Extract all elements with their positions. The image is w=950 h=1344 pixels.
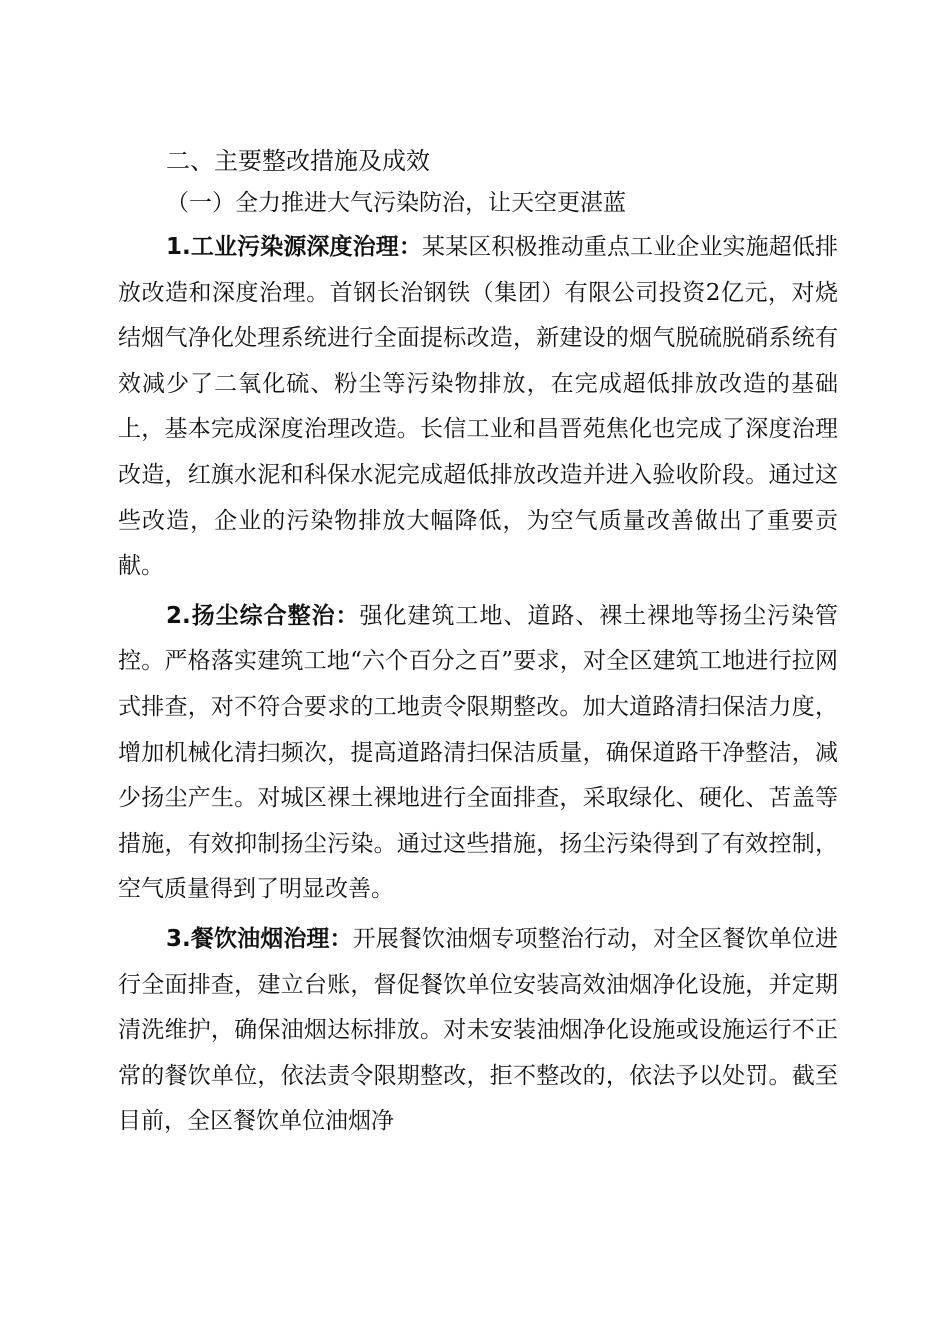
section-heading: 二、主要整改措施及成效 — [166, 147, 430, 175]
paragraph-industrial-pollution — [118, 225, 838, 590]
paragraph-text: 开展餐饮油烟专项整治行动，对全区餐饮单位进行全面排查，建立台账，督促餐饮单位安装高效油烟净化设施，并定期清洗维护，确保油烟达标排放。对未安装油烟净化设施或设施运行不正常的餐饮单位，依法责令限期整改，拒不整改的，依法予以处罚。截至目前，全区餐饮单位油烟净 — [118, 925, 838, 1135]
paragraph-lead: 2.扬尘综合整治： — [166, 602, 360, 629]
paragraph-text: 某某区积极推动重点工业企业实施超低排放改造和深度治理。首钢长治钢铁（集团）有限公司投资2亿元，对烧结烟气净化处理系统进行全面提标改造，新建设的烟气脱硫脱硝系统有效减少了二氧化硫、粉尘等污染物排放，在完成超低排放改造的基础上，基本完成深度治理改造。长信工业和昌晋苑焦化也完成了深度治理改造，红旗水泥和科保水泥完成超低排放改造并进入验收阶段。通过这些改造，企业的污染物排放大幅降低，为空气质量改善做出了重要贡献。 — [118, 234, 839, 580]
paragraph-cooking-fumes — [118, 917, 838, 1145]
subsection-heading: （一）全力推进大气污染防治，让天空更湛蓝 — [166, 190, 626, 216]
paragraph-lead: 3.餐饮油烟治理： — [166, 925, 353, 952]
paragraph-text: 强化建筑工地、道路、裸土裸地等扬尘污染管控。严格落实建筑工地“六个百分之百”要求，对全区建筑工地进行拉网式排查，对不符合要求的工地责令限期整改。加大道路清扫保洁力度，增加机械化清扫频次，提高道路清扫保洁质量，确保道路干净整洁，减少扬尘产生。对城区裸土裸地进行全面排查，采取绿化、硬化、苫盖等措施，有效抑制扬尘污染。通过这些措施，扬尘污染得到了有效控制，空气质量得到了明显改善。 — [118, 602, 839, 903]
document-body — [118, 141, 838, 1145]
paragraph-dust-control — [118, 594, 838, 913]
paragraph-lead: 1.工业污染源深度治理： — [166, 234, 423, 260]
